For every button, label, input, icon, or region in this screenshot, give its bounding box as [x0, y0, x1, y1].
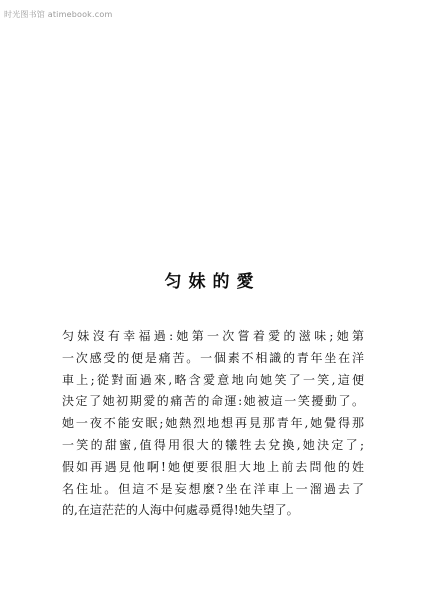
body-line: 名住址。但這不是妄想麼?坐在洋車上一溜過去了 [62, 481, 364, 496]
body-line: 她一夜不能安眠;她熱烈地想再見那青年,她覺得那 [62, 416, 364, 431]
body-line: 假如再遇見他啊!她便要很胆大地上前去問他的姓 [62, 459, 364, 474]
body-line: 一次感受的便是痛苦。一個素不相識的青年坐在洋 [62, 350, 364, 365]
body-paragraph [62, 326, 364, 522]
body-line: 車上;從對面過來,略含愛意地向她笑了一笑,這便 [62, 372, 364, 387]
body-line: 決定了她初期愛的痛苦的命運:她被這一笑擾動了。 [62, 394, 364, 409]
body-line: 的,在這茫茫的人海中何處尋覓得!她失望了。 [62, 503, 299, 518]
body-line: 一笑的甜蜜,值得用很大的犧牲去兌換,她決定了; [62, 437, 364, 452]
chapter-title: 匀妹的愛 [164, 272, 261, 292]
body-line: 匀妹沒有幸福過:她第一次嘗着愛的滋味;她第 [62, 329, 364, 343]
watermark-text: 时光图书馆 atimebook.com [4, 10, 113, 19]
